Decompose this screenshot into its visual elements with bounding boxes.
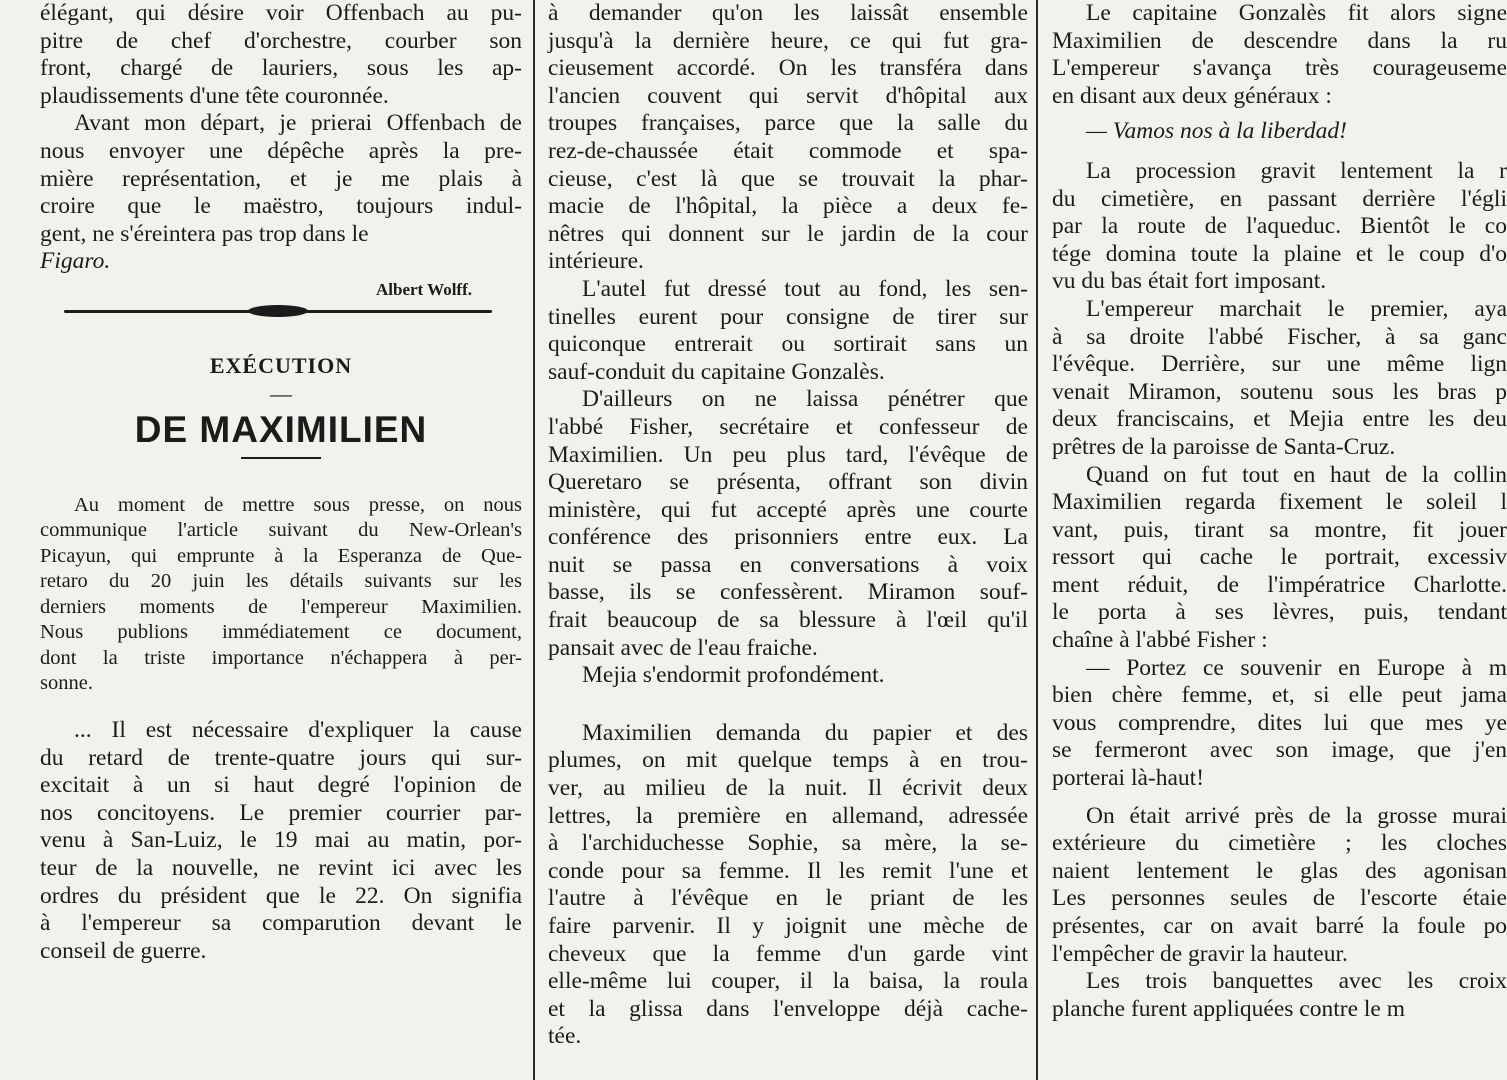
text-line: Queretaro se présenta, offrant son divin (548, 469, 1028, 496)
text-line: communique l'article suivant du New-Orlean's (40, 519, 522, 542)
text-line: croire que le maëstro, toujours indul- (40, 193, 522, 220)
text-line: — Vamos nos à la liberdad! (1086, 118, 1347, 145)
text-line: naient lentement le glas des agonisan (1052, 857, 1507, 884)
figaro-line: Figaro. (40, 248, 111, 275)
text-line: dont la triste importance n'échappera à per- (40, 646, 522, 669)
text-line: nous envoyer une dépêche après la pre- (40, 137, 522, 164)
text-line: faire parvenir. Il y joignit une mèche de (548, 913, 1028, 939)
text-line: bien chère femme, et, si elle peut jama (1052, 682, 1507, 709)
text-line: et la glissa dans l'enveloppe déjà cache- (548, 995, 1028, 1022)
text-line: à demander qu'on les laissât ensemble (548, 0, 1028, 26)
text-line: l'abbé Fisher, secrétaire et confesseur de (548, 413, 1028, 440)
text-line: intérieure. (548, 248, 644, 275)
headline-maximilien: DE MAXIMILIEN (134, 408, 428, 450)
headline-rule (241, 457, 321, 459)
paragraph-offenbach-1 (40, 0, 522, 110)
text-line: cieusement accordé. On les transféra dans (548, 55, 1028, 82)
text-line: tée. (548, 1023, 582, 1050)
text-line: le porta à ses lèvres, puis, tendant (1052, 599, 1507, 626)
text-line: extérieure du cimetière ; les cloches (1052, 830, 1507, 857)
text-line: gent, ne s'éreintera pas trop dans le (40, 220, 369, 247)
text-line: plumes, on mit quelque temps à en trou- (548, 747, 1028, 774)
text-line: par la route de l'aqueduc. Bientôt le co (1052, 213, 1507, 240)
text-line: Avant mon départ, je prierai Offenbach de (74, 110, 522, 137)
text-line: mière représentation, et je me plais à (40, 165, 522, 192)
text-line: sonne. (40, 672, 93, 695)
paragraph-colline (1052, 462, 1507, 655)
column-rule-right (1036, 0, 1038, 1080)
text-line: vous comprendre, dites lui que mes ye (1052, 709, 1507, 736)
text-line: ment réduit, de l'impératrice Charlotte. (1052, 571, 1507, 598)
text-line: à l'empereur sa comparution devant le (40, 910, 522, 937)
text-line: Les personnes seules de l'escorte étaie (1052, 885, 1507, 912)
text-line: venait Miramon, soutenu sous les bras p (1052, 378, 1507, 405)
text-line: pitre de chef d'orchestre, courber son (40, 27, 522, 54)
paragraph-abbe-fisher (548, 386, 1028, 662)
text-line: tinelles eurent pour consigne de tirer sur (548, 303, 1028, 330)
signature: Albert Wolff. (375, 279, 472, 299)
paragraph-couvent (548, 0, 1028, 276)
text-line: teur de la nouvelle, ne revint ici avec les (40, 854, 522, 881)
text-line: conde pour sa femme. Il les remit l'une et (548, 857, 1028, 884)
text-line: l'ancien couvent qui servit d'hôpital aux (548, 82, 1028, 109)
paragraph-empereur-marchait (1052, 296, 1507, 462)
text-line: prêtres de la paroisse de Santa-Cruz. (1052, 433, 1396, 460)
text-line: On était arrivé près de la grosse murai (1086, 802, 1507, 829)
text-line: conseil de guerre. (40, 937, 207, 964)
text-line: troupes françaises, parce que la salle du (548, 110, 1028, 137)
text-line: cieuse, c'est là que se trouvait la phar- (548, 165, 1028, 192)
text-line: vu du bas était fort imposant. (1052, 268, 1327, 295)
text-line: venu à San-Luiz, le 19 mai au matin, por- (40, 827, 522, 854)
paragraph-mejia (548, 662, 1028, 690)
text-line: se fermeront avec son image, que j'en (1052, 737, 1507, 764)
text-line: conférence des prisonniers entre eux. La (548, 524, 1028, 551)
text-line: ver, au milieu de la nuit. Il écrivit deux (548, 775, 1028, 802)
text-line: Maximilien de descendre dans la ru (1052, 27, 1507, 54)
text-line: retaro du 20 juin les détails suivants sur les (40, 570, 522, 593)
text-line: Mejia s'endormit profondément. (582, 662, 885, 689)
paragraph-muraille (1052, 803, 1507, 969)
text-line: D'ailleurs on ne laissa pénétrer que (582, 386, 1028, 413)
text-line: à l'archiduchesse Sophie, sa mère, la se- (548, 830, 1028, 857)
text-line: nuit se passa en conversations à voix (548, 551, 1028, 578)
text-line: ... Il est nécessaire d'expliquer la cause (74, 716, 522, 743)
text-line: Au moment de mettre sous presse, on nous (74, 493, 522, 516)
paragraph-vamos (1052, 118, 1507, 146)
text-line: L'autel fut dressé tout au fond, les sen- (582, 275, 1028, 302)
text-line: élégant, qui désire voir Offenbach au pu- (40, 0, 522, 26)
text-line: ressort qui cache le portrait, excessiv (1052, 544, 1507, 571)
text-line: jusqu'à la dernière heure, ce qui fut gra- (548, 27, 1028, 54)
paragraph-offenbach-2 (40, 110, 522, 248)
headline-execution: EXÉCUTION (209, 352, 353, 378)
text-line: chaîne à l'abbé Fisher : (1052, 627, 1268, 654)
text-line: sauf-conduit du capitaine Gonzalès. (548, 358, 885, 385)
text-line: front, chargé de lauriers, sous les ap- (40, 55, 522, 82)
intro-paragraph (40, 493, 522, 697)
text-line: l'autre à l'évêque en le priant de les (548, 885, 1028, 912)
headline-dash: — (270, 380, 292, 406)
paragraph-souvenir (1052, 655, 1507, 793)
text-line: nêtres qui donnent sur le jardin de la cour (548, 220, 1028, 247)
ornamental-separator (64, 310, 492, 313)
text-line: rez-de-chaussée était commode et spa- (548, 137, 1028, 164)
paragraph-autel (548, 276, 1028, 386)
text-line: présentes, car on avait barré la foule po (1052, 913, 1507, 939)
column-2 (536, 0, 1034, 1080)
paragraph-gonzales (1052, 0, 1507, 110)
text-line: frait beaucoup de sa blessure à l'œil qu'il (548, 607, 1028, 634)
text-line: Quand on fut tout en haut de la collin (1086, 461, 1507, 488)
text-line: basse, ils se confessèrent. Miramon souf- (548, 579, 1028, 606)
text-line: Picayun, qui emprunte à la Esperanza de Que- (40, 544, 522, 567)
text-line: du cimetière, en passant derrière l'égli (1052, 185, 1507, 212)
text-line: nos concitoyens. Le premier courrier par- (40, 799, 522, 826)
text-line: ministère, qui fut accepté après une courte (548, 496, 1028, 523)
paragraph-retard (40, 717, 522, 965)
text-line: l'empêcher de gravir la hauteur. (1052, 940, 1348, 967)
paragraph-lettres (548, 720, 1028, 1051)
text-line: pansait avec de l'eau fraiche. (548, 634, 818, 661)
text-line: Maximilien. Un peu plus tard, l'évêque de (548, 441, 1028, 468)
text-line: cheveux que la femme d'un garde vint (548, 940, 1028, 967)
text-line: ordres du président que le 22. On signifia (40, 882, 522, 909)
text-line: en disant aux deux généraux : (1052, 82, 1332, 109)
text-line: planche furent appliquées contre le m (1052, 995, 1406, 1022)
text-line: derniers moments de l'empereur Maximilien. (40, 595, 522, 618)
text-line: plaudissements d'une tête couronnée. (40, 82, 389, 109)
text-line: l'évêque. Derrière, sur une même lign (1052, 351, 1507, 378)
text-line: macie de l'hôpital, la pièce a deux fe- (548, 193, 1028, 220)
text-line: Nous publions immédiatement ce document, (40, 621, 522, 644)
text-line: quiconque entrerait ou sortirait sans un (548, 331, 1028, 358)
text-line: tége domina toute la plaine et le coup d'o (1052, 240, 1507, 267)
text-line: à sa droite l'abbé Fischer, à sa ganc (1052, 323, 1507, 350)
text-line: porterai là-haut! (1052, 765, 1205, 792)
text-line: lettres, la première en allemand, adressée (548, 802, 1028, 829)
text-line: L'empereur marchait le premier, aya (1086, 295, 1507, 322)
text-line: L'empereur s'avança très courageuseme (1052, 55, 1507, 82)
text-line: deux franciscains, et Mejia entre les deu (1052, 406, 1507, 433)
column-3 (1040, 0, 1507, 1080)
paragraph-banquettes (1052, 968, 1507, 1023)
paragraph-procession (1052, 158, 1507, 296)
text-line: — Portez ce souvenir en Europe à m (1086, 654, 1507, 681)
text-line: excitait à un si haut degré l'opinion de (40, 772, 522, 799)
text-line: Le capitaine Gonzalès fit alors signe (1086, 0, 1507, 26)
text-line: Maximilien demanda du papier et des (582, 719, 1028, 746)
text-line: vant, puis, tirant sa montre, fit jouer (1052, 516, 1507, 543)
text-line: du retard de trente-quatre jours qui sur- (40, 744, 522, 771)
text-line: elle-même lui couper, il la baisa, la roula (548, 968, 1028, 995)
text-line: Les trois banquettes avec les croix (1086, 968, 1507, 995)
text-line: La procession gravit lentement la r (1086, 157, 1507, 184)
text-line: Maximilien regarda fixement le soleil l (1052, 489, 1507, 516)
column-1 (0, 0, 534, 1080)
